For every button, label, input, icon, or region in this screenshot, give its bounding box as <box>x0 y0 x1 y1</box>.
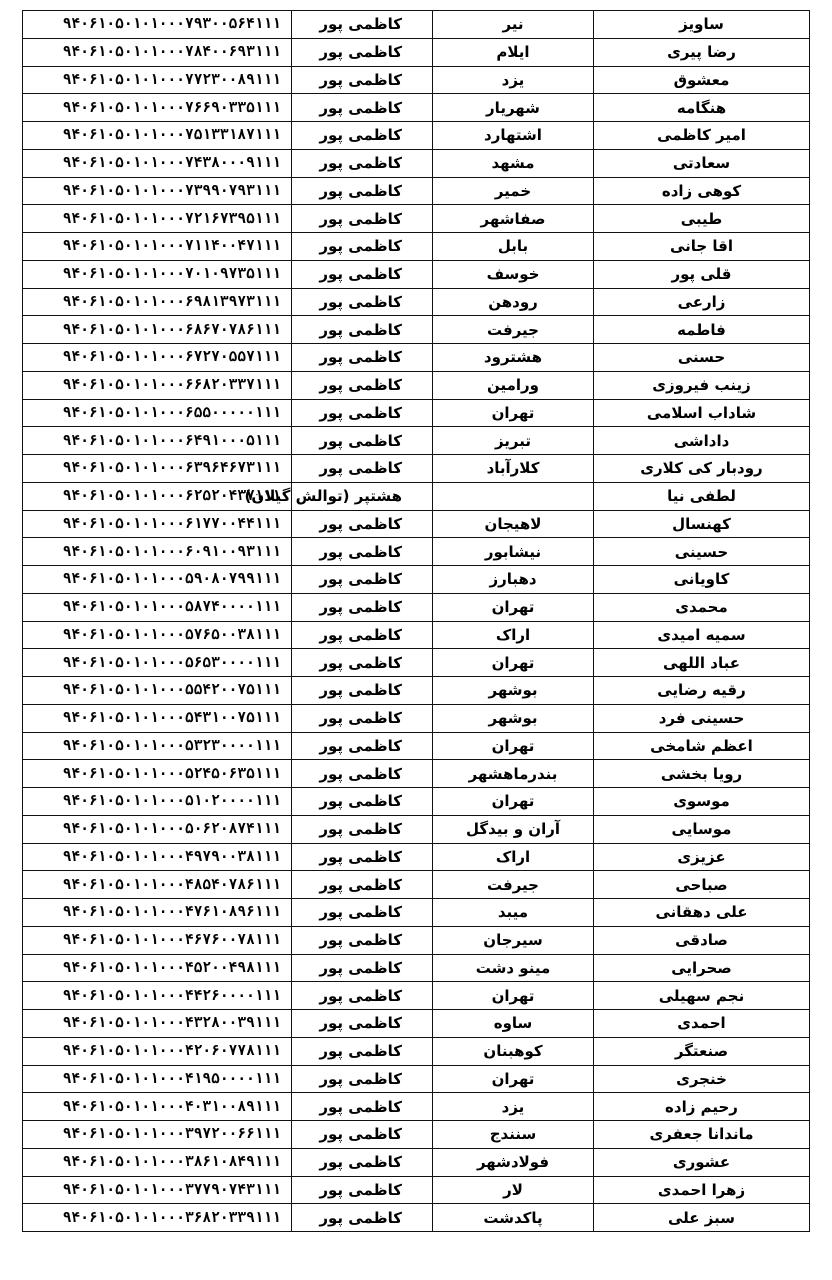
name-cell: محمدی <box>594 593 810 621</box>
city-cell: بابل <box>433 233 594 261</box>
city-cell: اراک <box>433 621 594 649</box>
city-cell: یزد <box>433 1093 594 1121</box>
code-cell: ۹۴۰۶۱۰۵۰۱۰۱۰۰۰۷۱۱۴۰۰۴۷۱۱۱ <box>23 233 292 261</box>
code-cell: ۹۴۰۶۱۰۵۰۱۰۱۰۰۰۷۲۱۶۷۳۹۵۱۱۱ <box>23 205 292 233</box>
family-cell: کاظمی پور <box>292 510 433 538</box>
table-row <box>23 371 810 399</box>
code-cell: ۹۴۰۶۱۰۵۰۱۰۱۰۰۰۳۹۷۲۰۰۶۶۱۱۱ <box>23 1121 292 1149</box>
city-cell: اراک <box>433 843 594 871</box>
name-cell: سمیه امیدی <box>594 621 810 649</box>
name-cell: صحرایی <box>594 954 810 982</box>
family-cell: کاظمی پور <box>292 621 433 649</box>
code-cell: ۹۴۰۶۱۰۵۰۱۰۱۰۰۰۳۶۸۲۰۳۳۹۱۱۱ <box>23 1204 292 1232</box>
city-cell: تهران <box>433 649 594 677</box>
code-cell: ۹۴۰۶۱۰۵۰۱۰۱۰۰۰۵۳۲۳۰۰۰۰۱۱۱ <box>23 732 292 760</box>
family-cell: کاظمی پور <box>292 649 433 677</box>
family-cell: کاظمی پور <box>292 732 433 760</box>
table-row <box>23 788 810 816</box>
city-cell: بوشهر <box>433 704 594 732</box>
family-cell: کاظمی پور <box>292 205 433 233</box>
table-row <box>23 871 810 899</box>
family-cell: کاظمی پور <box>292 344 433 372</box>
table-row <box>23 954 810 982</box>
name-cell: احمدی <box>594 1010 810 1038</box>
city-cell: بندرماهشهر <box>433 760 594 788</box>
code-cell: ۹۴۰۶۱۰۵۰۱۰۱۰۰۰۶۱۷۷۰۰۴۴۱۱۱ <box>23 510 292 538</box>
family-cell: کاظمی پور <box>292 11 433 39</box>
city-cell: آران و بیدگل <box>433 815 594 843</box>
name-cell: لطفی نیا <box>594 482 810 510</box>
code-cell: ۹۴۰۶۱۰۵۰۱۰۱۰۰۰۶۳۹۶۴۶۷۳۱۱۱ <box>23 455 292 483</box>
family-cell: کاظمی پور <box>292 704 433 732</box>
name-cell: زهرا احمدی <box>594 1176 810 1204</box>
table-row <box>23 899 810 927</box>
code-cell: ۹۴۰۶۱۰۵۰۱۰۱۰۰۰۴۲۰۶۰۷۷۸۱۱۱ <box>23 1037 292 1065</box>
table-row <box>23 233 810 261</box>
table-row <box>23 1093 810 1121</box>
city-cell: پاکدشت <box>433 1204 594 1232</box>
table-row <box>23 122 810 150</box>
family-cell: کاظمی پور <box>292 288 433 316</box>
name-cell: رحیم زاده <box>594 1093 810 1121</box>
name-cell: رقیه رضایی <box>594 677 810 705</box>
family-cell: کاظمی پور <box>292 871 433 899</box>
family-cell: کاظمی پور <box>292 233 433 261</box>
family-cell: کاظمی پور <box>292 1204 433 1232</box>
table-row <box>23 177 810 205</box>
city-cell: لاهیجان <box>433 510 594 538</box>
name-cell: رودبار کی کلاری <box>594 455 810 483</box>
code-cell: ۹۴۰۶۱۰۵۰۱۰۱۰۰۰۶۰۹۱۰۰۹۳۱۱۱ <box>23 538 292 566</box>
code-cell: ۹۴۰۶۱۰۵۰۱۰۱۰۰۰۷۷۲۳۰۰۸۹۱۱۱ <box>23 66 292 94</box>
code-cell: ۹۴۰۶۱۰۵۰۱۰۱۰۰۰۷۶۶۹۰۳۳۵۱۱۱ <box>23 94 292 122</box>
city-cell: سنندج <box>433 1121 594 1149</box>
name-cell: اعظم شامخی <box>594 732 810 760</box>
code-cell: ۹۴۰۶۱۰۵۰۱۰۱۰۰۰۵۲۴۵۰۶۳۵۱۱۱ <box>23 760 292 788</box>
code-cell: ۹۴۰۶۱۰۵۰۱۰۱۰۰۰۴۰۳۱۰۰۸۹۱۱۱ <box>23 1093 292 1121</box>
family-cell: کاظمی پور <box>292 260 433 288</box>
family-cell: کاظمی پور <box>292 149 433 177</box>
code-cell: ۹۴۰۶۱۰۵۰۱۰۱۰۰۰۵۹۰۸۰۷۹۹۱۱۱ <box>23 566 292 594</box>
family-cell: هشتپر (توالش گیلان) <box>292 482 433 510</box>
family-cell: کاظمی پور <box>292 399 433 427</box>
table-row <box>23 149 810 177</box>
name-cell: طیبی <box>594 205 810 233</box>
table-row <box>23 1148 810 1176</box>
family-cell: کاظمی پور <box>292 926 433 954</box>
table-row <box>23 482 810 510</box>
name-cell: رضا پیری <box>594 38 810 66</box>
family-cell: کاظمی پور <box>292 316 433 344</box>
family-cell: کاظمی پور <box>292 66 433 94</box>
name-cell: زارعی <box>594 288 810 316</box>
code-cell: ۹۴۰۶۱۰۵۰۱۰۱۰۰۰۴۵۲۰۰۴۹۸۱۱۱ <box>23 954 292 982</box>
family-cell: کاظمی پور <box>292 371 433 399</box>
code-cell: ۹۴۰۶۱۰۵۰۱۰۱۰۰۰۵۵۴۲۰۰۷۵۱۱۱ <box>23 677 292 705</box>
family-cell: کاظمی پور <box>292 177 433 205</box>
table-row <box>23 843 810 871</box>
code-cell: ۹۴۰۶۱۰۵۰۱۰۱۰۰۰۵۱۰۲۰۰۰۰۱۱۱ <box>23 788 292 816</box>
family-cell: کاظمی پور <box>292 427 433 455</box>
name-cell: ماندانا جعفری <box>594 1121 810 1149</box>
table-row <box>23 1176 810 1204</box>
name-cell: حسینی فرد <box>594 704 810 732</box>
code-cell: ۹۴۰۶۱۰۵۰۱۰۱۰۰۰۷۹۳۰۰۵۶۴۱۱۱ <box>23 11 292 39</box>
family-cell: کاظمی پور <box>292 1010 433 1038</box>
name-cell: ساویز <box>594 11 810 39</box>
city-cell: تهران <box>433 399 594 427</box>
records-table <box>22 10 810 1232</box>
name-cell: خنجری <box>594 1065 810 1093</box>
name-cell: کهنسال <box>594 510 810 538</box>
name-cell: عزیزی <box>594 843 810 871</box>
city-cell: جیرفت <box>433 871 594 899</box>
table-row <box>23 38 810 66</box>
city-cell: تهران <box>433 593 594 621</box>
records-sheet <box>22 10 810 1232</box>
family-cell: کاظمی پور <box>292 982 433 1010</box>
family-cell: کاظمی پور <box>292 94 433 122</box>
code-cell: ۹۴۰۶۱۰۵۰۱۰۱۰۰۰۴۴۲۶۰۰۰۰۱۱۱ <box>23 982 292 1010</box>
city-cell: رودهن <box>433 288 594 316</box>
code-cell: ۹۴۰۶۱۰۵۰۱۰۱۰۰۰۴۷۶۱۰۸۹۶۱۱۱ <box>23 899 292 927</box>
city-cell: مینو دشت <box>433 954 594 982</box>
name-cell: کوهی زاده <box>594 177 810 205</box>
city-cell: صفاشهر <box>433 205 594 233</box>
family-cell: کاظمی پور <box>292 815 433 843</box>
family-cell: کاظمی پور <box>292 593 433 621</box>
city-cell: یزد <box>433 66 594 94</box>
name-cell: عباد اللهی <box>594 649 810 677</box>
code-cell: ۹۴۰۶۱۰۵۰۱۰۱۰۰۰۴۶۷۶۰۰۷۸۱۱۱ <box>23 926 292 954</box>
name-cell: معشوق <box>594 66 810 94</box>
table-row <box>23 455 810 483</box>
family-cell: کاظمی پور <box>292 1176 433 1204</box>
name-cell: شاداب اسلامی <box>594 399 810 427</box>
table-row <box>23 344 810 372</box>
name-cell: هنگامه <box>594 94 810 122</box>
table-row <box>23 11 810 39</box>
name-cell: رویا بخشی <box>594 760 810 788</box>
city-cell: ساوه <box>433 1010 594 1038</box>
name-cell: علی دهقانی <box>594 899 810 927</box>
code-cell: ۹۴۰۶۱۰۵۰۱۰۱۰۰۰۷۰۱۰۹۷۳۵۱۱۱ <box>23 260 292 288</box>
code-cell: ۹۴۰۶۱۰۵۰۱۰۱۰۰۰۶۵۵۰۰۰۰۰۱۱۱ <box>23 399 292 427</box>
code-cell: ۹۴۰۶۱۰۵۰۱۰۱۰۰۰۷۸۴۰۰۶۹۳۱۱۱ <box>23 38 292 66</box>
city-cell: فولادشهر <box>433 1148 594 1176</box>
name-cell: صباحی <box>594 871 810 899</box>
code-cell: ۹۴۰۶۱۰۵۰۱۰۱۰۰۰۶۷۲۷۰۵۵۷۱۱۱ <box>23 344 292 372</box>
records-table-body <box>23 11 810 1232</box>
table-row <box>23 538 810 566</box>
name-cell: اقا جانی <box>594 233 810 261</box>
name-cell: موسایی <box>594 815 810 843</box>
table-row <box>23 704 810 732</box>
city-cell: تهران <box>433 1065 594 1093</box>
city-cell <box>433 482 594 510</box>
name-cell: نجم سهیلی <box>594 982 810 1010</box>
code-cell: ۹۴۰۶۱۰۵۰۱۰۱۰۰۰۶۲۵۲۰۴۳۷۱۱۱ <box>23 482 292 510</box>
city-cell: جیرفت <box>433 316 594 344</box>
family-cell: کاظمی پور <box>292 1148 433 1176</box>
family-cell: کاظمی پور <box>292 122 433 150</box>
name-cell: کاویانی <box>594 566 810 594</box>
table-row <box>23 982 810 1010</box>
city-cell: شهریار <box>433 94 594 122</box>
family-cell: کاظمی پور <box>292 760 433 788</box>
name-cell: داداشی <box>594 427 810 455</box>
name-cell: امیر کاظمی <box>594 122 810 150</box>
code-cell: ۹۴۰۶۱۰۵۰۱۰۱۰۰۰۳۷۷۹۰۷۴۳۱۱۱ <box>23 1176 292 1204</box>
code-cell: ۹۴۰۶۱۰۵۰۱۰۱۰۰۰۵۶۵۳۰۰۰۰۱۱۱ <box>23 649 292 677</box>
table-row <box>23 1121 810 1149</box>
code-cell: ۹۴۰۶۱۰۵۰۱۰۱۰۰۰۳۸۶۱۰۸۴۹۱۱۱ <box>23 1148 292 1176</box>
code-cell: ۹۴۰۶۱۰۵۰۱۰۱۰۰۰۵۴۳۱۰۰۷۵۱۱۱ <box>23 704 292 732</box>
code-cell: ۹۴۰۶۱۰۵۰۱۰۱۰۰۰۴۳۲۸۰۰۳۹۱۱۱ <box>23 1010 292 1038</box>
table-row <box>23 621 810 649</box>
code-cell: ۹۴۰۶۱۰۵۰۱۰۱۰۰۰۴۸۵۴۰۷۸۶۱۱۱ <box>23 871 292 899</box>
name-cell: سبز علی <box>594 1204 810 1232</box>
code-cell: ۹۴۰۶۱۰۵۰۱۰۱۰۰۰۷۵۱۳۳۱۸۷۱۱۱ <box>23 122 292 150</box>
family-cell: کاظمی پور <box>292 538 433 566</box>
table-row <box>23 399 810 427</box>
city-cell: اشتهارد <box>433 122 594 150</box>
table-row <box>23 94 810 122</box>
name-cell: موسوی <box>594 788 810 816</box>
city-cell: تهران <box>433 732 594 760</box>
name-cell: صادقی <box>594 926 810 954</box>
name-cell: سعادتی <box>594 149 810 177</box>
family-cell: کاظمی پور <box>292 1093 433 1121</box>
code-cell: ۹۴۰۶۱۰۵۰۱۰۱۰۰۰۶۴۹۱۰۰۰۵۱۱۱ <box>23 427 292 455</box>
family-cell: کاظمی پور <box>292 38 433 66</box>
table-row <box>23 1037 810 1065</box>
table-row <box>23 815 810 843</box>
table-row <box>23 510 810 538</box>
city-cell: بوشهر <box>433 677 594 705</box>
table-row <box>23 316 810 344</box>
table-row <box>23 427 810 455</box>
family-cell: کاظمی پور <box>292 843 433 871</box>
city-cell: خوسف <box>433 260 594 288</box>
city-cell: تهران <box>433 788 594 816</box>
city-cell: سیرجان <box>433 926 594 954</box>
family-cell: کاظمی پور <box>292 1121 433 1149</box>
name-cell: صنعتگر <box>594 1037 810 1065</box>
code-cell: ۹۴۰۶۱۰۵۰۱۰۱۰۰۰۴۱۹۵۰۰۰۰۱۱۱ <box>23 1065 292 1093</box>
code-cell: ۹۴۰۶۱۰۵۰۱۰۱۰۰۰۷۴۳۸۰۰۰۹۱۱۱ <box>23 149 292 177</box>
name-cell: عشوری <box>594 1148 810 1176</box>
family-cell: کاظمی پور <box>292 1037 433 1065</box>
name-cell: حسنی <box>594 344 810 372</box>
city-cell: مشهد <box>433 149 594 177</box>
table-row <box>23 677 810 705</box>
code-cell: ۹۴۰۶۱۰۵۰۱۰۱۰۰۰۵۰۶۲۰۸۷۴۱۱۱ <box>23 815 292 843</box>
name-cell: قلی پور <box>594 260 810 288</box>
city-cell: کوهبنان <box>433 1037 594 1065</box>
family-cell: کاظمی پور <box>292 677 433 705</box>
table-row <box>23 760 810 788</box>
city-cell: ورامین <box>433 371 594 399</box>
code-cell: ۹۴۰۶۱۰۵۰۱۰۱۰۰۰۴۹۷۹۰۰۳۸۱۱۱ <box>23 843 292 871</box>
table-row <box>23 926 810 954</box>
table-row <box>23 260 810 288</box>
city-cell: تبریز <box>433 427 594 455</box>
table-row <box>23 1065 810 1093</box>
code-cell: ۹۴۰۶۱۰۵۰۱۰۱۰۰۰۶۹۸۱۳۹۷۳۱۱۱ <box>23 288 292 316</box>
table-row <box>23 649 810 677</box>
city-cell: ایلام <box>433 38 594 66</box>
family-cell: کاظمی پور <box>292 788 433 816</box>
table-row <box>23 593 810 621</box>
city-cell: کلارآباد <box>433 455 594 483</box>
code-cell: ۹۴۰۶۱۰۵۰۱۰۱۰۰۰۵۸۷۴۰۰۰۰۱۱۱ <box>23 593 292 621</box>
name-cell: حسینی <box>594 538 810 566</box>
family-cell: کاظمی پور <box>292 566 433 594</box>
city-cell: دهبارز <box>433 566 594 594</box>
city-cell: تهران <box>433 982 594 1010</box>
code-cell: ۹۴۰۶۱۰۵۰۱۰۱۰۰۰۶۸۶۷۰۷۸۶۱۱۱ <box>23 316 292 344</box>
table-row <box>23 1204 810 1232</box>
code-cell: ۹۴۰۶۱۰۵۰۱۰۱۰۰۰۵۷۶۵۰۰۳۸۱۱۱ <box>23 621 292 649</box>
name-cell: فاطمه <box>594 316 810 344</box>
city-cell: خمیر <box>433 177 594 205</box>
city-cell: نیر <box>433 11 594 39</box>
city-cell: نیشابور <box>433 538 594 566</box>
city-cell: میبد <box>433 899 594 927</box>
table-row <box>23 566 810 594</box>
family-cell: کاظمی پور <box>292 455 433 483</box>
table-row <box>23 732 810 760</box>
table-row <box>23 66 810 94</box>
city-cell: هشترود <box>433 344 594 372</box>
code-cell: ۹۴۰۶۱۰۵۰۱۰۱۰۰۰۶۶۸۲۰۳۳۷۱۱۱ <box>23 371 292 399</box>
family-cell: کاظمی پور <box>292 954 433 982</box>
family-cell: کاظمی پور <box>292 1065 433 1093</box>
name-cell: زینب فیروزی <box>594 371 810 399</box>
family-cell: کاظمی پور <box>292 899 433 927</box>
table-row <box>23 1010 810 1038</box>
table-row <box>23 288 810 316</box>
table-row <box>23 205 810 233</box>
code-cell: ۹۴۰۶۱۰۵۰۱۰۱۰۰۰۷۳۹۹۰۷۹۳۱۱۱ <box>23 177 292 205</box>
city-cell: لار <box>433 1176 594 1204</box>
